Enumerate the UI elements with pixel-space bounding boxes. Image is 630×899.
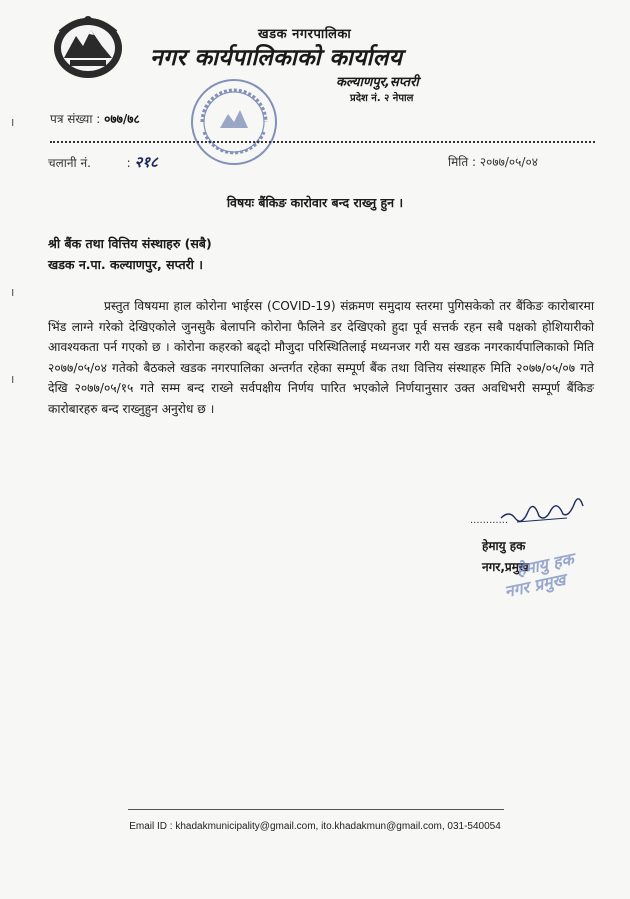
emblem-icon [50, 12, 126, 80]
letter-body-text: प्रस्तुत विषयमा हाल कोरोना भाईरस (COVID-19) संक्रमण समुदाय स्तरमा पुगिसकेको तर बैंकिङ कारोबारमा भिंड लाग्ने गरेको देखिएकोले जुनसुकै बेलापनि कोरोना फैलिने डर देखिएको हुदा पूर्व सत्तर्क रहन सबै पक्षको होशियारीको आवश्यकता पर्न गएको छ । कोरोना कहरको बढ्दो मौजुदा परिस्थितिलाई मध्यनजर गरी यस खडक नगरकार्यपालिकाको मिति २०७७/०५/०४ गतेको बैठकले खडक नगरपालिका अन्तर्गत रहेका सम्पूर्ण बैंक तथा वित्तिय संस्थाहरु मिति २०७७/०५/०७ गते देखि २०७७/०५/१५ गते सम्म बन्द राख्ने सर्वपक्षीय निर्णय पारित भएकोले निर्णयानुसार उक्त अवधिभरी सम्पूर्ण बैंकिङ कारोबारहरु बन्द राख्नुहुन अनुरोध छ । [48, 299, 594, 416]
date-label: मिति : [448, 155, 477, 169]
signature-icon [497, 488, 589, 528]
date-value: २०७७/०५/०४ [479, 155, 538, 169]
divider-dotted [50, 141, 595, 143]
signature-dots: ............ [470, 515, 509, 526]
province-label: प्रदेश नं. २ नेपाल [350, 93, 414, 104]
stamp-title: नगर प्रमुख [502, 569, 568, 602]
chalani-number: चलानी नं. : २१८ [48, 153, 158, 171]
signatory-title: नगर,प्रमुख [482, 560, 529, 574]
addressee-line-1: श्री बैंक तथा वित्तिय संस्थाहरु (सबै) [48, 236, 212, 251]
margin-mark: ı [11, 115, 15, 129]
chalani-value: २१८ [134, 153, 158, 171]
patra-sankhya [50, 110, 140, 127]
footer-contact: Email ID : khadakmunicipality@gmail.com, ito.khadakmun@gmail.com, 031-540054 [129, 821, 501, 832]
seal-icon [188, 76, 280, 168]
signatory-name: हेमायु हक [482, 539, 526, 553]
chalani-label: चलानी नं. [48, 156, 91, 170]
letter-subject: विषयः बैंकिङ कारोवार बन्द राख्नु हुन । [226, 195, 404, 210]
office-address: कल्याणपुर,सप्तरी [336, 75, 419, 90]
patra-value: ०७७/७८ [104, 112, 140, 126]
letter-date [448, 153, 538, 170]
patra-label: पत्र संख्या : [50, 112, 101, 126]
margin-mark: ı [11, 372, 15, 386]
addressee-line-2: खडक न.पा. कल्याणपुर, सप्तरी । [48, 257, 204, 272]
letter-body [48, 296, 594, 420]
municipality-name: खडक नगरपालिका [258, 27, 352, 42]
office-name: नगर कार्यपालिकाको कार्यालय [150, 45, 403, 71]
footer-divider [128, 809, 504, 810]
stamp-name: हेमायु हक [514, 549, 576, 580]
margin-mark: ı [11, 285, 15, 299]
